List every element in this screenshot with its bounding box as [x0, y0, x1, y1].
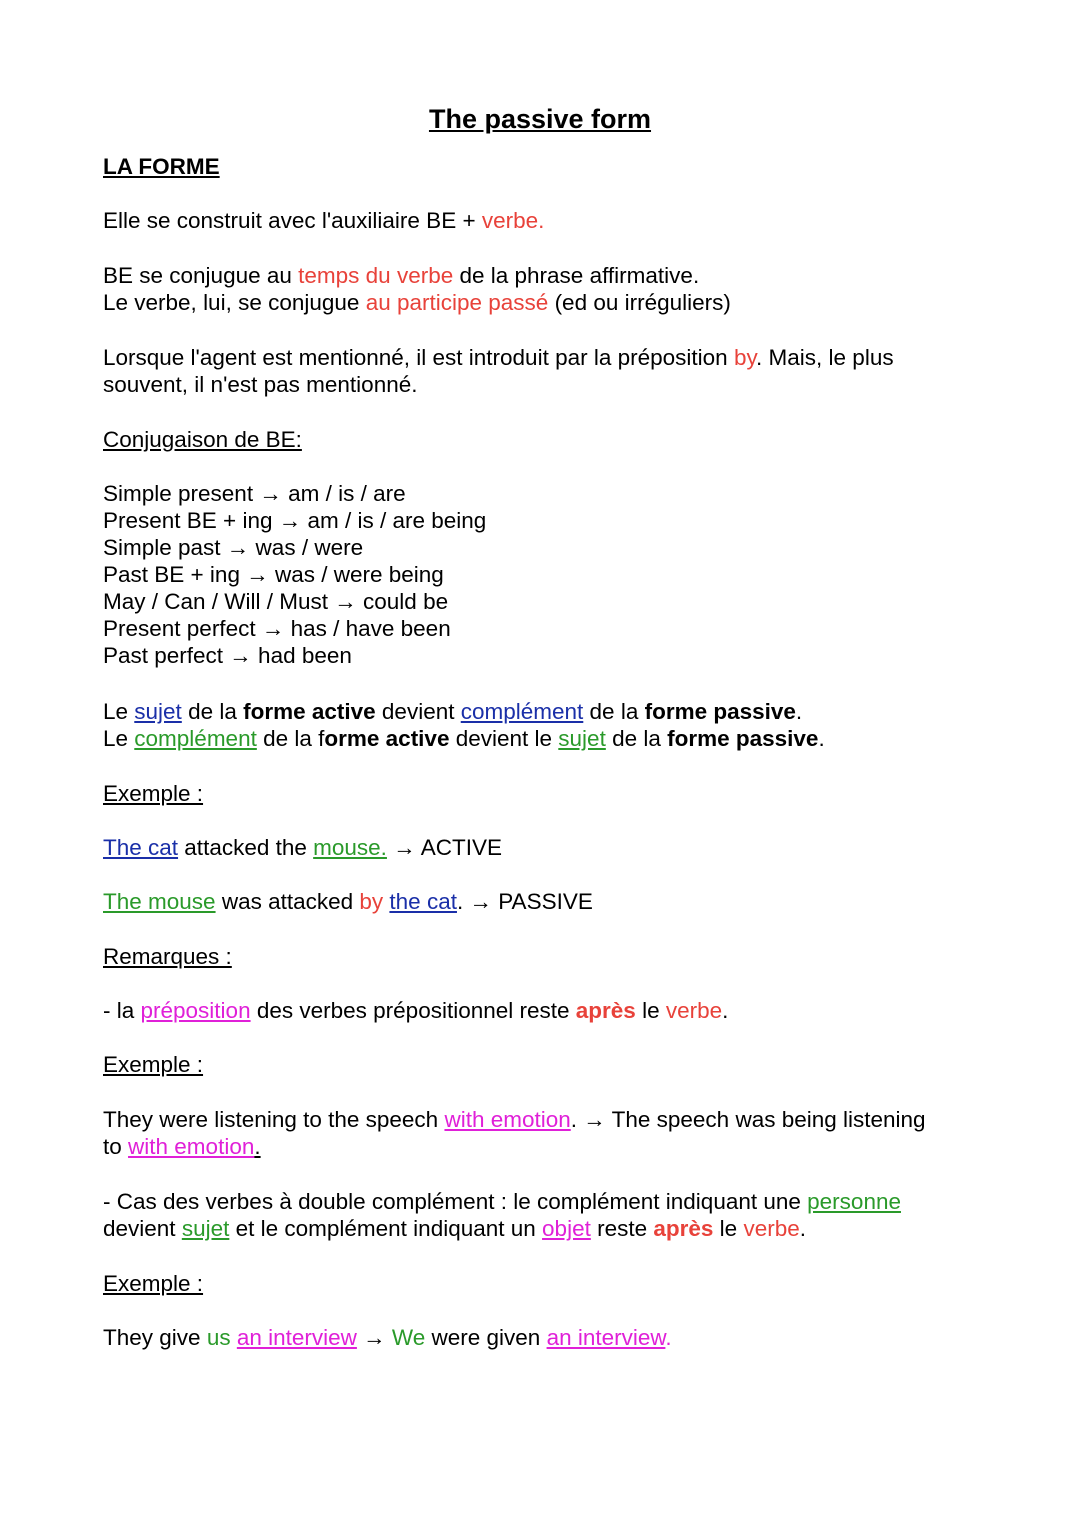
line: They were listening to the speech with emotion. → The speech was being listening	[103, 1107, 926, 1132]
rule-line-2: Le complément de la forme active devient le sujet de la forme passive.	[103, 726, 825, 751]
list-item: May / Can / Will / Must → could be	[103, 589, 449, 614]
example-listening	[103, 1106, 1003, 1160]
example-passive: The mouse was attacked by the cat. → PASSIVE	[103, 889, 593, 914]
text: Elle se construit avec l'auxiliaire BE +	[103, 208, 482, 233]
paragraph-conjugation	[103, 262, 1003, 316]
example-active: The cat attacked the mouse. → ACTIVE	[103, 835, 502, 860]
line: devient sujet et le complément indiquant un objet reste après le verbe.	[103, 1216, 806, 1241]
line: BE se conjugue au temps du verbe de la phrase affirmative.	[103, 263, 700, 288]
list-item: Past BE + ing → was / were being	[103, 562, 444, 587]
remark-double-complement	[103, 1188, 1003, 1242]
line: Lorsque l'agent est mentionné, il est introduit par la préposition by. Mais, le plus	[103, 345, 894, 370]
example-label: Exemple :	[103, 1052, 204, 1077]
list-item: Simple past → was / were	[103, 535, 364, 560]
line: - Cas des verbes à double complément : le complément indiquant une personne	[103, 1189, 901, 1214]
highlight-verbe: verbe.	[481, 208, 545, 233]
list-item: Present BE + ing → am / is / are being	[103, 508, 487, 533]
list-item: Past perfect → had been	[103, 643, 352, 668]
rule-line-1: Le sujet de la forme active devient complément de la forme passive.	[103, 699, 803, 724]
highlight-by: by	[733, 345, 757, 370]
paragraph-agent	[103, 344, 1003, 398]
conjugation-list	[103, 480, 1003, 669]
paragraph-construction	[103, 207, 1003, 234]
example-label: Exemple :	[103, 781, 204, 806]
line: Le verbe, lui, se conjugue au participe passé (ed ou irréguliers)	[103, 290, 731, 315]
highlight-participe: au participe passé	[365, 290, 549, 315]
section-heading-forme: LA FORME	[103, 154, 220, 179]
remark-preposition: - la préposition des verbes prépositionnel reste après le verbe.	[103, 998, 729, 1023]
example-interview: They give us an interview → We were given an interview.	[103, 1325, 672, 1350]
rules-paragraph	[103, 698, 1003, 752]
list-item: Simple present → am / is / are	[103, 481, 406, 506]
highlight-temps: temps du verbe	[298, 263, 454, 288]
page-title: The passive form	[428, 104, 652, 134]
line: to with emotion.	[103, 1134, 261, 1159]
line: souvent, il n'est pas mentionné.	[103, 372, 418, 397]
remarques-heading: Remarques :	[103, 944, 232, 969]
conjugaison-heading: Conjugaison de BE:	[103, 427, 302, 452]
list-item: Present perfect → has / have been	[103, 616, 451, 641]
example-label: Exemple :	[103, 1271, 204, 1296]
